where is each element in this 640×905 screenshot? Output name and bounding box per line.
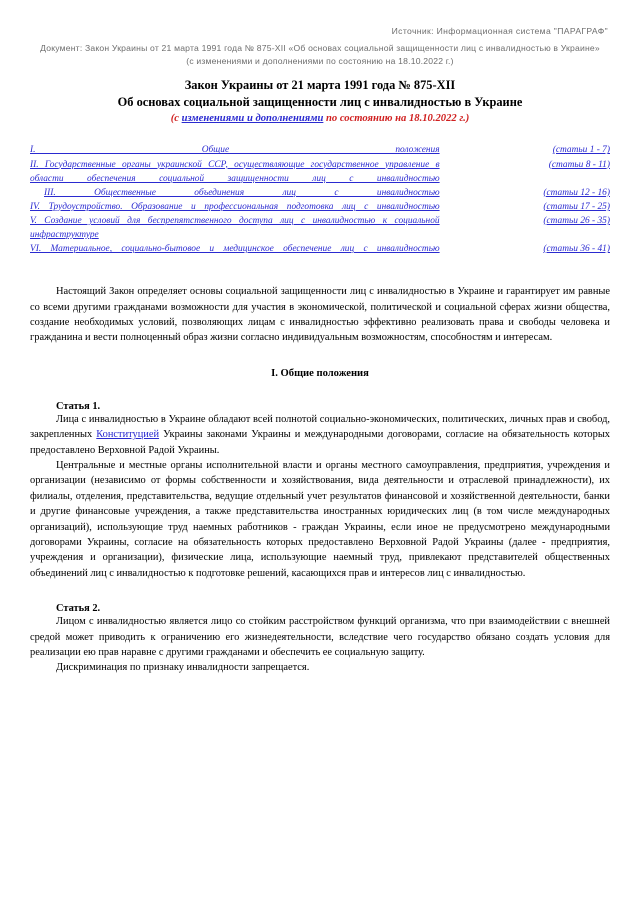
toc-range-link[interactable]: (статьи 1 - 7) [552, 145, 610, 156]
toc-range-link[interactable]: (статьи 8 - 11) [548, 159, 610, 170]
intro-paragraph: Настоящий Закон определяет основы социальной защищенности лиц с инвалидностью в Украине и гарантирует им равные со всеми другими гражданами возможности для участия в экономической, политической и социальной сферах жизни общества, создание необходимых условий, позволяющих лицам с инвалидностью эффективно реализовать права и свободы человека и гражданина и вести полноценный образ жизни согласно индивидуальным возможностям, способностям и интересам. [30, 286, 610, 344]
toc-row [30, 158, 610, 186]
toc-row [30, 186, 610, 200]
toc-row [30, 143, 610, 157]
section-heading-1: I. Общие положения [271, 367, 369, 379]
article1-paragraph-2: Центральные и местные органы исполнительной власти и органы местного самоуправления, предприятия, учреждения и организации (независимо от формы собственности и хозяйствования, вида деятельности и отраслевой принадлежности), их филиалы, отделения, представительства, ведущие отдельный учет результатов финансовой и хозяйственной деятельности, банки и другие финансовые учреждения, а также представительства иностранных юридических лиц (в том числе международных организаций), использующие труд наемных работников - граждан Украины, если иное не предусмотрено международными договорами Украины, согласие на обязательность которых предоставлено Верховной Радой Украины (далее - предприятия, учреждения и организации), физические лица, использующие наемный труд, привлекают представителей общественных объединений лиц с инвалидностью к подготовке решений, касающихся прав и интересов лиц с инвалидностью. [30, 460, 610, 579]
amendments-link[interactable]: изменениями и дополнениями [181, 113, 324, 125]
toc-row [30, 242, 610, 256]
page-title-line2: Об основах социальной защищенности лиц с инвалидностью в Украине [117, 94, 523, 109]
article1-p1-text-after: Украины законами Украины и международными договорами, согласие на обязательность которых предоставлено Верховной Радой Украины. [30, 429, 611, 456]
subtitle-open-paren: (с [170, 113, 182, 125]
toc-link[interactable]: V. Создание условий для беспрепятственного доступа лиц с инвалидностью к социальной инфраструктуре [30, 215, 440, 240]
toc-range-link[interactable]: (статьи 17 - 25) [543, 201, 610, 212]
source-line: Источник: Информационная система "ПАРАГРАФ" [391, 26, 608, 36]
toc-entry-name [30, 158, 448, 186]
subtitle-rest: по состоянию на 18.10.2022 г.) [323, 113, 470, 125]
article1-p1-text-before: Лица с инвалидностью в Украине обладают всей полнотой социально-экономических, политических, личных прав и свобод, закрепленных [30, 413, 610, 441]
toc-entry-name [30, 242, 448, 256]
toc-entry-range [448, 186, 610, 200]
toc-entry-range [448, 143, 610, 157]
toc-entry-name [30, 143, 448, 157]
article2-paragraph-1: Лицом с инвалидностью является лицо со стойким расстройством функций организма, что при взаимодействии с внешней средой может приводить к ограничению его жизнедеятельности, вследствие чего государство обязано создать условия для реализации ею прав наравне с другими гражданами и обеспечить ее социальную защиту. [30, 616, 610, 659]
toc-range-link[interactable]: (статьи 12 - 16) [543, 187, 610, 198]
toc-entry-name [30, 186, 448, 200]
article1-paragraph-1 [30, 412, 610, 458]
toc-range-link[interactable]: (статьи 36 - 41) [543, 244, 610, 255]
article-heading-1: Статья 1. [56, 400, 101, 412]
toc-link[interactable]: IV. Трудоустройство. Образование и профессиональная подготовка лиц с инвалидностью [30, 201, 440, 212]
toc-link[interactable]: II. Государственные органы украинской ССР, осуществляющие государственное управление в области обеспечения социальной защищенности лиц с инвалидностью [30, 159, 440, 184]
toc-link[interactable]: I. Общие положения [30, 145, 440, 156]
toc-range-link[interactable]: (статьи 26 - 35) [543, 215, 610, 226]
article-heading-2: Статья 2. [56, 603, 101, 615]
toc-link[interactable]: III. Общественные объединения лиц с инвалидностью [44, 187, 440, 198]
toc-entry-range [448, 200, 610, 214]
toc-entry-name [30, 214, 448, 242]
document-description-line: Документ: Закон Украины от 21 марта 1991 года № 875-XII «Об основах социальной защищенности лиц с инвалидностью в Украине» (с изменениями и дополнениями по состоянию на 18.10.2022 г.) [40, 43, 600, 67]
toc-entry-range [448, 242, 610, 256]
toc-entry-range [448, 158, 610, 186]
table-of-contents [30, 143, 610, 256]
page-title-line1: Закон Украины от 21 марта 1991 года № 875-XII [184, 78, 456, 93]
toc-row [30, 214, 610, 242]
toc-row [30, 200, 610, 214]
article2-paragraph-2: Дискриминация по признаку инвалидности запрещается. [56, 662, 310, 674]
toc-entry-name [30, 200, 448, 214]
constitution-link[interactable]: Конституцией [96, 429, 160, 441]
toc-link[interactable]: VI. Материальное, социально-бытовое и медицинское обеспечение лиц с инвалидностью [30, 244, 440, 255]
toc-entry-range [448, 214, 610, 242]
amendments-subtitle [30, 112, 610, 126]
